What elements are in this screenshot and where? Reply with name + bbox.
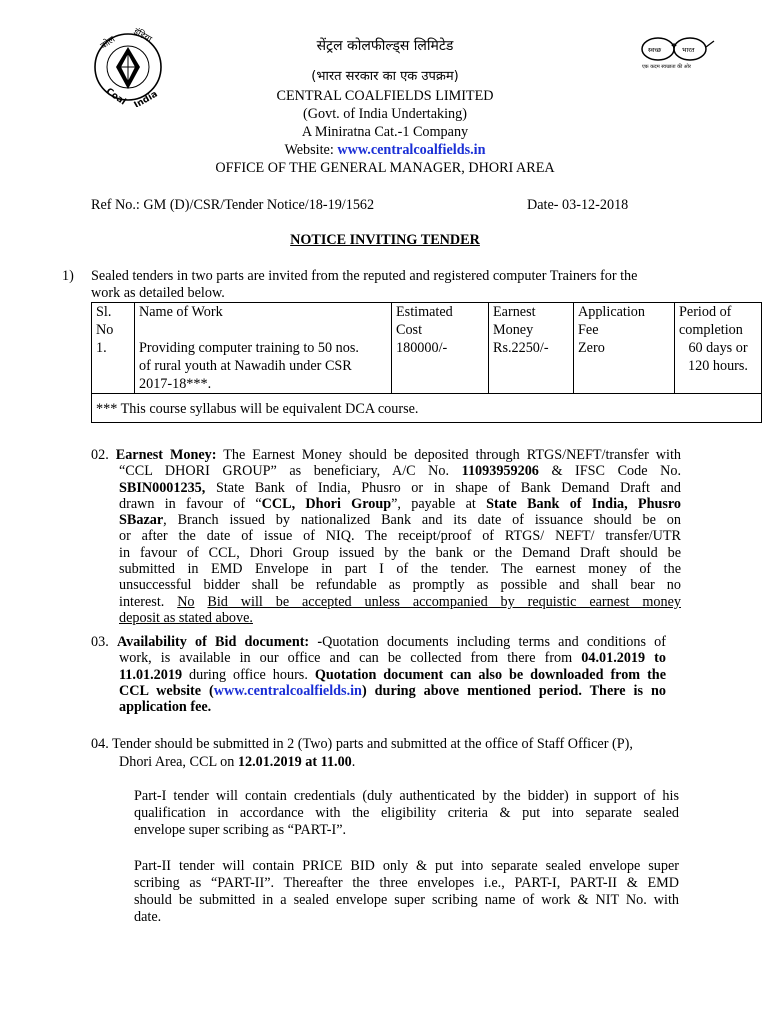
company-category: A Miniratna Cat.-1 Company [301, 124, 469, 140]
website-line [120, 142, 650, 159]
table-header-cell: Period of completion [675, 303, 762, 340]
table-footnote: *** This course syllabus will be equivalent DCA course. [92, 394, 762, 423]
text-line: qualification in accordance with the eligibility criteria & put into separate sealed [134, 805, 679, 821]
table-header-cell: Application Fee [574, 303, 675, 340]
text-line: work, is available in our office and can be collected from there from 04.01.2019 to [119, 650, 666, 667]
text-line: envelope super scribing as “PART-I”. [134, 822, 347, 838]
svg-text:कोल: कोल [98, 34, 118, 52]
text-line: CCL website (www.centralcoalfields.in) during above mentioned period. There is no [119, 682, 666, 699]
section-3-bid-document [91, 634, 666, 715]
text-line: or after the date of issue of NIQ. The receipt/proof of RTGS/ NEFT/ transfer/UTR [119, 528, 681, 545]
section-4-submission [91, 735, 681, 771]
text-line: Part-I tender will contain credentials (duly authenticated by the bidder) in support of his [134, 788, 679, 804]
svg-text:Coal: Coal [103, 86, 128, 107]
notice-title: NOTICE INVITING TENDER [290, 232, 480, 248]
tender-table [91, 302, 762, 423]
section-1-intro-2: work as detailed below. [91, 285, 225, 301]
table-header-cell: Estimated Cost [392, 303, 489, 340]
office-name: OFFICE OF THE GENERAL MANAGER, DHORI AREA [215, 160, 555, 176]
table-cell: Rs.2250/- [489, 339, 574, 394]
part-1-description [134, 788, 679, 839]
svg-text:भारत: भारत [682, 46, 695, 54]
section-2-earnest-money [91, 447, 681, 626]
table-cell: 180000/- [392, 339, 489, 394]
text-line: in favour of CCL, Dhori Group issued by the bank or the Demand Draft should be [119, 544, 681, 561]
text-line: should be submitted in a sealed envelope super scribing name of work & NIT No. with [134, 892, 679, 908]
text-line: Dhori Area, CCL on 12.01.2019 at 11.00. [119, 754, 356, 770]
text-line: 04. Tender should be submitted in 2 (Two) parts and submitted at the office of Staff Officer (P), [91, 736, 633, 752]
text-line: “CCL DHORI GROUP” as beneficiary, A/C No. 11093959206 & IFSC Code No. [119, 463, 681, 480]
text-line: interest. No Bid will be accepted unless accompanied by requistic earnest money [119, 593, 681, 610]
hindi-subtitle: (भारत सरकार का एक उपक्रम) [311, 69, 459, 84]
svg-text:इंडिया: इंडिया [131, 27, 154, 46]
svg-text:स्वच्छ: स्वच्छ [648, 46, 662, 54]
svg-text:एक कदम स्वच्छता की ओर: एक कदम स्वच्छता की ओर [642, 64, 691, 70]
table-header-cell: Sl. No [92, 303, 135, 340]
table-header-cell: Earnest Money [489, 303, 574, 340]
text-line: deposit as stated above. [119, 609, 253, 626]
website-label: Website: [284, 142, 338, 158]
text-line: submitted in EMD Envelope in part I of the tender. The earnest money of the [119, 561, 681, 578]
text-line: date. [134, 909, 162, 925]
company-name: CENTRAL COALFIELDS LIMITED [276, 88, 494, 104]
table-cell: 60 days or 120 hours. [675, 339, 762, 394]
website-link[interactable]: www.centralcoalfields.in [337, 142, 486, 158]
table-header-cell: Name of Work [135, 303, 392, 340]
notice-date: Date- 03-12-2018 [527, 197, 629, 213]
text-line: scribing as “PART-II”. Thereafter the three envelopes i.e., PART-I, PART-II & EMD [134, 875, 679, 891]
hindi-company-name: सेंट्रल कोलफील्ड्स लिमिटेड [316, 38, 454, 54]
text-line: drawn in favour of “CCL, Dhori Group”, payable at State Bank of India, Phusro [119, 495, 682, 512]
section-1-intro-1: Sealed tenders in two parts are invited from the reputed and registered computer Trainers for the [91, 268, 638, 284]
table-cell: Zero [574, 339, 675, 394]
part-2-description [134, 858, 679, 926]
table-cell: Providing computer training to 50 nos. of rural youth at Nawadih under CSR 2017-18***. [135, 339, 392, 394]
svg-text:India: India [132, 89, 160, 107]
text-line: SBazar, Branch issued by nationalized Bank and its date of issuance should be on [119, 512, 681, 529]
text-line: unsuccessful bidder shall be refundable as promptly as possible and shall bear no [119, 577, 681, 594]
text-line: 02. Earnest Money: The Earnest Money should be deposited through RTGS/NEFT/transfer with [91, 447, 682, 463]
table-cell: 1. [92, 339, 135, 394]
text-line: Part-II tender will contain PRICE BID only & put into separate sealed envelope super [134, 858, 679, 874]
reference-number: Ref No.: GM (D)/CSR/Tender Notice/18-19/1562 [91, 197, 375, 213]
section-1-number: 1) [62, 268, 74, 284]
undertaking: (Govt. of India Undertaking) [303, 106, 467, 122]
text-line: 03. Availability of Bid document: -Quotation documents including terms and conditions of [91, 634, 666, 650]
text-line: application fee. [119, 699, 212, 716]
text-line: SBIN0001235, State Bank of India, Phusro or in shape of Bank Demand Draft and [119, 479, 681, 496]
text-line: 11.01.2019 during office hours. Quotation document can also be downloaded from the [119, 666, 666, 683]
